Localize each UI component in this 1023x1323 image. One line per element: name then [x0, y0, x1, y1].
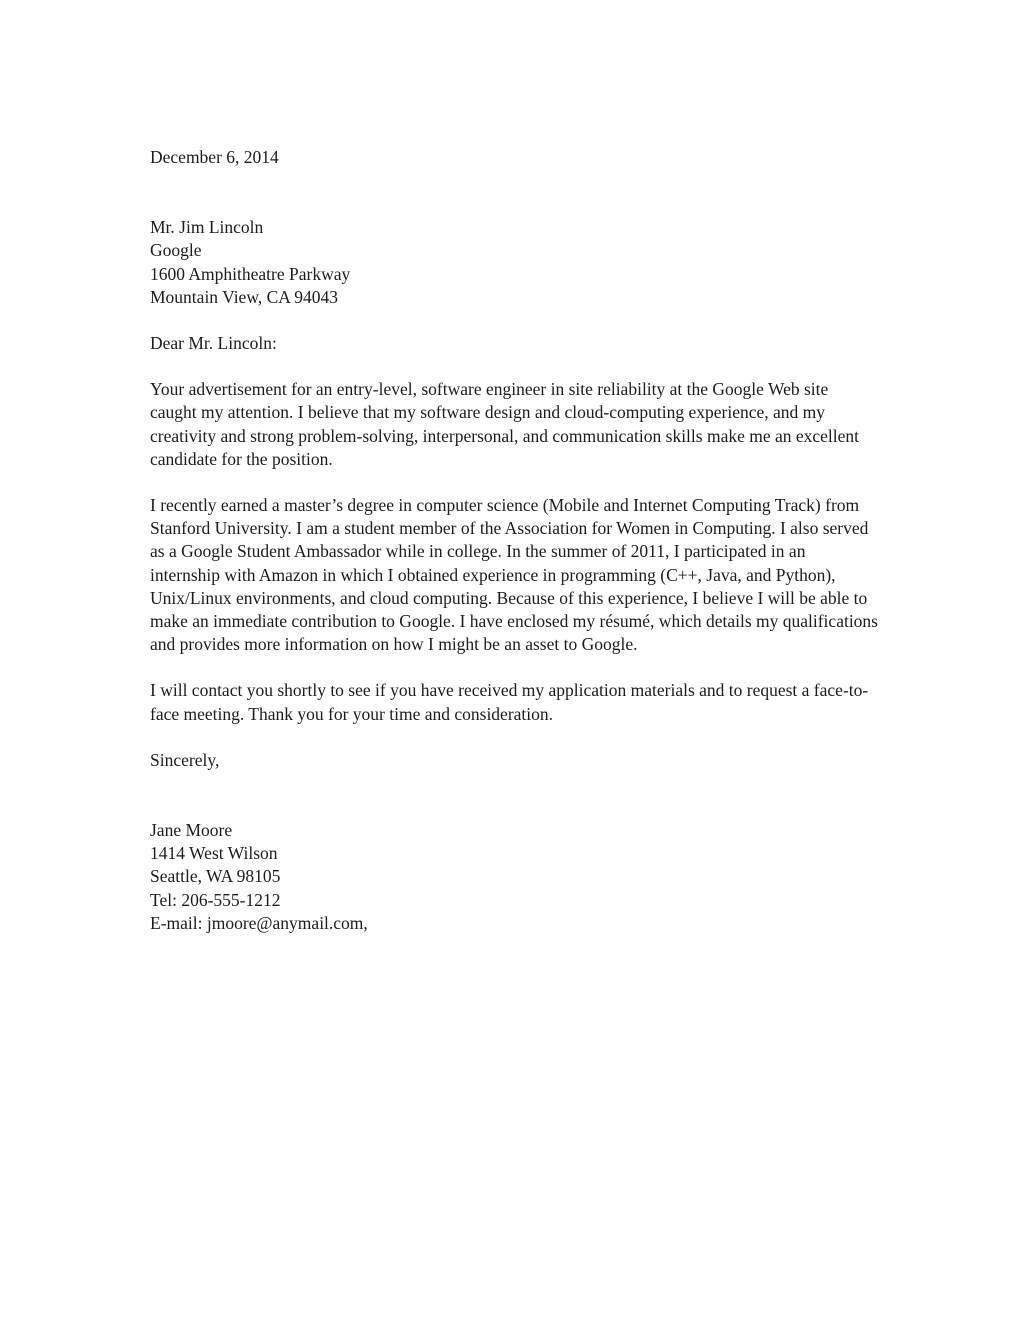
body-paragraph-3: I will contact you shortly to see if you have received my application materials and to request a face-to-face meeting. Thank you for your time and consideration.	[150, 680, 869, 724]
recipient-address-block	[150, 216, 883, 309]
body-paragraph-2: I recently earned a master’s degree in computer science (Mobile and Internet Computing Track) from Stanford University. I am a student member of the Association for Women in Computing. I also served as a Google Student Ambassador while in college. In the summer of 2011, I participated in an internship with Amazon in which I obtained experience in programming (C++, Java, and Python), Unix/Linux environments, and cloud computing. Because of this experience, I believe I will be able to make an immediate contribution to Google. I have enclosed my résumé, which details my qualifications and provides more information on how I might be an asset to Google.	[150, 495, 878, 655]
letter-date: December 6, 2014	[150, 147, 279, 167]
recipient-company: Google	[150, 240, 202, 261]
recipient-city: Mountain View, CA 94043	[150, 286, 339, 307]
sender-street: 1414 West Wilson	[150, 843, 278, 864]
sender-city: Seattle, WA 98105	[150, 866, 281, 887]
sender-email: E-mail: jmoore@anymail.com,	[150, 912, 368, 933]
sender-phone: Tel: 206-555-1212	[150, 889, 281, 910]
recipient-street: 1600 Amphitheatre Parkway	[150, 263, 351, 284]
salutation: Dear Mr. Lincoln:	[150, 333, 277, 354]
recipient-name: Mr. Jim Lincoln	[150, 217, 264, 238]
closing: Sincerely,	[150, 749, 220, 770]
body-paragraph-1: Your advertisement for an entry-level, software engineer in site reliability at the Google Web site caught my attention. I believe that my software design and cloud-computing experience, and my creativity and strong problem-solving, interpersonal, and communication skills make me an excellent candidate for the position.	[150, 379, 860, 469]
sender-name: Jane Moore	[150, 820, 233, 841]
cover-letter	[150, 146, 883, 935]
sender-signature-block	[150, 819, 883, 935]
